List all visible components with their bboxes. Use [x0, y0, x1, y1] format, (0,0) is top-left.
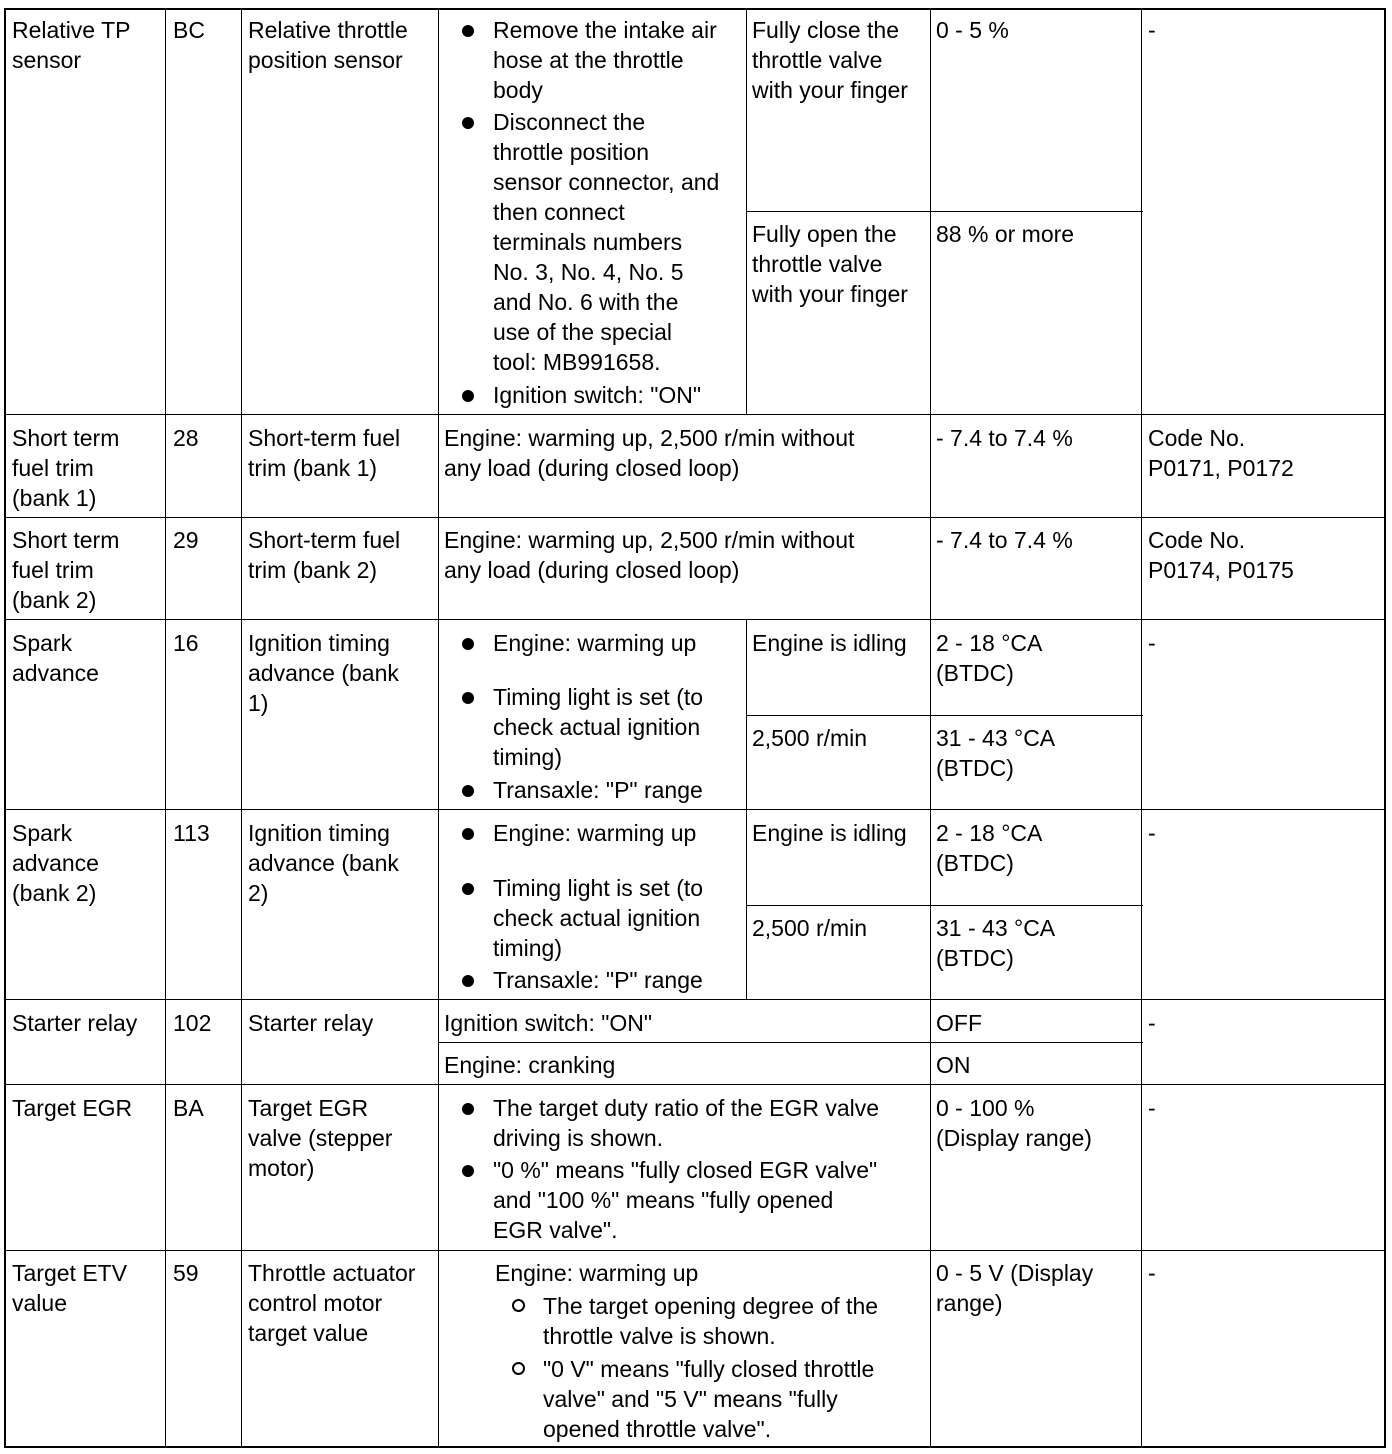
bullet-icon — [462, 975, 474, 987]
subrow-divider — [747, 211, 1143, 212]
subrow-divider — [438, 1042, 1143, 1043]
reference-cell: - — [1148, 17, 1156, 43]
bullet-icon — [462, 883, 474, 895]
reference-cell: - — [1148, 630, 1156, 656]
bullet-icon — [462, 390, 474, 402]
reference-cell: - — [1148, 1260, 1156, 1286]
reference-cell: - — [1148, 1095, 1156, 1121]
col-divider — [165, 10, 166, 1446]
bullet-icon — [462, 117, 474, 129]
subcondition-cell: Engine is idling — [752, 630, 907, 656]
value-cell: 0 - 5 V (Display range) — [936, 1260, 1094, 1316]
value-cell: 88 % or more — [936, 221, 1075, 247]
condition-cell: Engine: warming up, 2,500 r/min without any load (during closed loop) — [444, 425, 855, 481]
desc-cell: Target EGR valve (stepper motor) — [248, 1095, 393, 1181]
bullet-icon — [462, 785, 474, 797]
no-cell: 113 — [173, 820, 210, 846]
subrow-divider — [747, 905, 1143, 906]
value-cell: 2 - 18 °CA (BTDC) — [936, 630, 1043, 686]
value-cell: OFF — [936, 1010, 982, 1036]
desc-cell: Ignition timing advance (bank 2) — [248, 820, 399, 906]
condition-cell: Engine: cranking — [444, 1052, 616, 1078]
bullet-icon — [462, 828, 474, 840]
row-divider — [6, 809, 1384, 810]
item-cell: Starter relay — [12, 1010, 138, 1036]
bullet-icon — [462, 638, 474, 650]
col-divider — [1141, 10, 1142, 1446]
condition-cell: Ignition switch: "ON" — [444, 1010, 653, 1036]
desc-cell: Starter relay — [248, 1010, 374, 1036]
sub-bullet-icon — [512, 1299, 525, 1312]
item-cell: Short term fuel trim (bank 1) — [12, 425, 120, 511]
col-divider — [241, 10, 242, 1446]
value-cell: 31 - 43 °CA (BTDC) — [936, 725, 1056, 781]
no-cell: 28 — [173, 425, 199, 451]
subcondition-cell: Engine is idling — [752, 820, 907, 846]
item-cell: Target EGR — [12, 1095, 133, 1121]
no-cell: BA — [173, 1095, 204, 1121]
subcondition-cell: 2,500 r/min — [752, 915, 868, 941]
value-cell: - 7.4 to 7.4 % — [936, 527, 1073, 553]
subcondition-cell: 2,500 r/min — [752, 725, 868, 751]
bullet-icon — [462, 25, 474, 37]
item-cell: Spark advance (bank 2) — [12, 820, 99, 906]
row-divider — [6, 1084, 1384, 1085]
row-divider — [6, 1250, 1384, 1251]
bullet-icon — [462, 692, 474, 704]
subrow-divider — [747, 715, 1143, 716]
value-cell: - 7.4 to 7.4 % — [936, 425, 1073, 451]
col-divider — [746, 619, 747, 999]
desc-cell: Ignition timing advance (bank 1) — [248, 630, 399, 716]
bullet-icon — [462, 1165, 474, 1177]
desc-cell: Short-term fuel trim (bank 1) — [248, 425, 401, 481]
condition-cell: Engine: warming up, 2,500 r/min without any load (during closed loop) — [444, 527, 855, 583]
item-cell: Short term fuel trim (bank 2) — [12, 527, 120, 613]
col-divider — [438, 10, 439, 1446]
row-divider — [6, 619, 1384, 620]
row-divider — [6, 517, 1384, 518]
subcondition-cell: Fully open the throttle valve with your finger — [752, 221, 908, 307]
no-cell: 102 — [173, 1010, 212, 1036]
no-cell: BC — [173, 17, 205, 43]
col-divider — [746, 10, 747, 414]
value-cell: 0 - 5 % — [936, 17, 1009, 43]
desc-cell: Relative throttle position sensor — [248, 17, 408, 73]
bullet-icon — [462, 1103, 474, 1115]
col-divider — [930, 10, 931, 1446]
value-cell: 31 - 43 °CA (BTDC) — [936, 915, 1056, 971]
item-cell: Target ETV value — [12, 1260, 128, 1316]
subcondition-cell: Fully close the throttle valve with your finger — [752, 17, 908, 103]
sub-bullet-icon — [512, 1362, 525, 1375]
data-list-table: Relative TP sensor BC Relative throttle position sensor Remove the intake air hose at the throttle body Disconnect the throttle position sensor connector, and then connect terminals numbers No. 3, No. 4, No. 5 and No. 6 with the use of the special tool: MB991658. Ignition switch: "ON" Fully close the throttle valve with your finger 0 - 5 % Fully open the throttle valve with your finger 88 % or more - Short term fuel trim (bank 1) 28 Short-term fuel trim (bank 1) Engine: warming up, 2,500 r/min without any load (during closed loop) - 7.4 to 7.4 % Code No. P0171, P0172 Short term fuel trim (bank 2) 29 Short-term fuel trim (bank 2) Engine: warming up, 2,500 r/min without any load (during closed loop) - 7.4 to 7.4 % Code No. P0174, P0175 Spark advance 16 Ignition timing advance (bank 1) Engine: warming up Timing light is set (to check actual ignition timing) Transaxle: "P" range Engine is idling 2 - 18 °CA (BTDC) 2,500 r/min 31 - 43 °CA (BTDC) - Spark advance (bank 2) 113 Ignition timing advance (bank 2) Engine: warming up Timing light is set (to check actual ignition timing) Transaxle: "P" range Engine is idling 2 - 18 °CA (BTDC) 2,500 r/min 31 - 43 °CA (BTDC) - Starter relay 102 Starter relay Ignition switch: "ON" OFF Engine: cranking ON - Target EGR BA Target EGR valve (stepper motor) The target duty ratio of the EGR valve driving is shown. "0 %" means "fully closed EGR valve" and "100 %" means "fully opened EGR valve". 0 - 100 % (Display range) - Target ETV value 59 Throttle actuator control motor target value Engine: warming up The target opening degree of the throttle valve is shown. "0 V" means "fully closed throttle valve" and "5 V" means "fully opened throttle valve". 0 - 5 V (Display range) - — [4, 8, 1386, 1448]
item-cell: Relative TP sensor — [12, 17, 131, 73]
reference-cell: Code No. P0171, P0172 — [1148, 425, 1294, 481]
row-divider — [6, 999, 1384, 1000]
desc-cell: Throttle actuator control motor target value — [248, 1260, 416, 1346]
desc-cell: Short-term fuel trim (bank 2) — [248, 527, 401, 583]
value-cell: ON — [936, 1052, 971, 1078]
no-cell: 16 — [173, 630, 199, 656]
value-cell: 0 - 100 % (Display range) — [936, 1095, 1092, 1151]
value-cell: 2 - 18 °CA (BTDC) — [936, 820, 1043, 876]
item-cell: Spark advance — [12, 630, 99, 686]
reference-cell: Code No. P0174, P0175 — [1148, 527, 1294, 583]
reference-cell: - — [1148, 1010, 1156, 1036]
no-cell: 59 — [173, 1260, 199, 1286]
row-divider — [6, 414, 1384, 415]
reference-cell: - — [1148, 820, 1156, 846]
no-cell: 29 — [173, 527, 199, 553]
